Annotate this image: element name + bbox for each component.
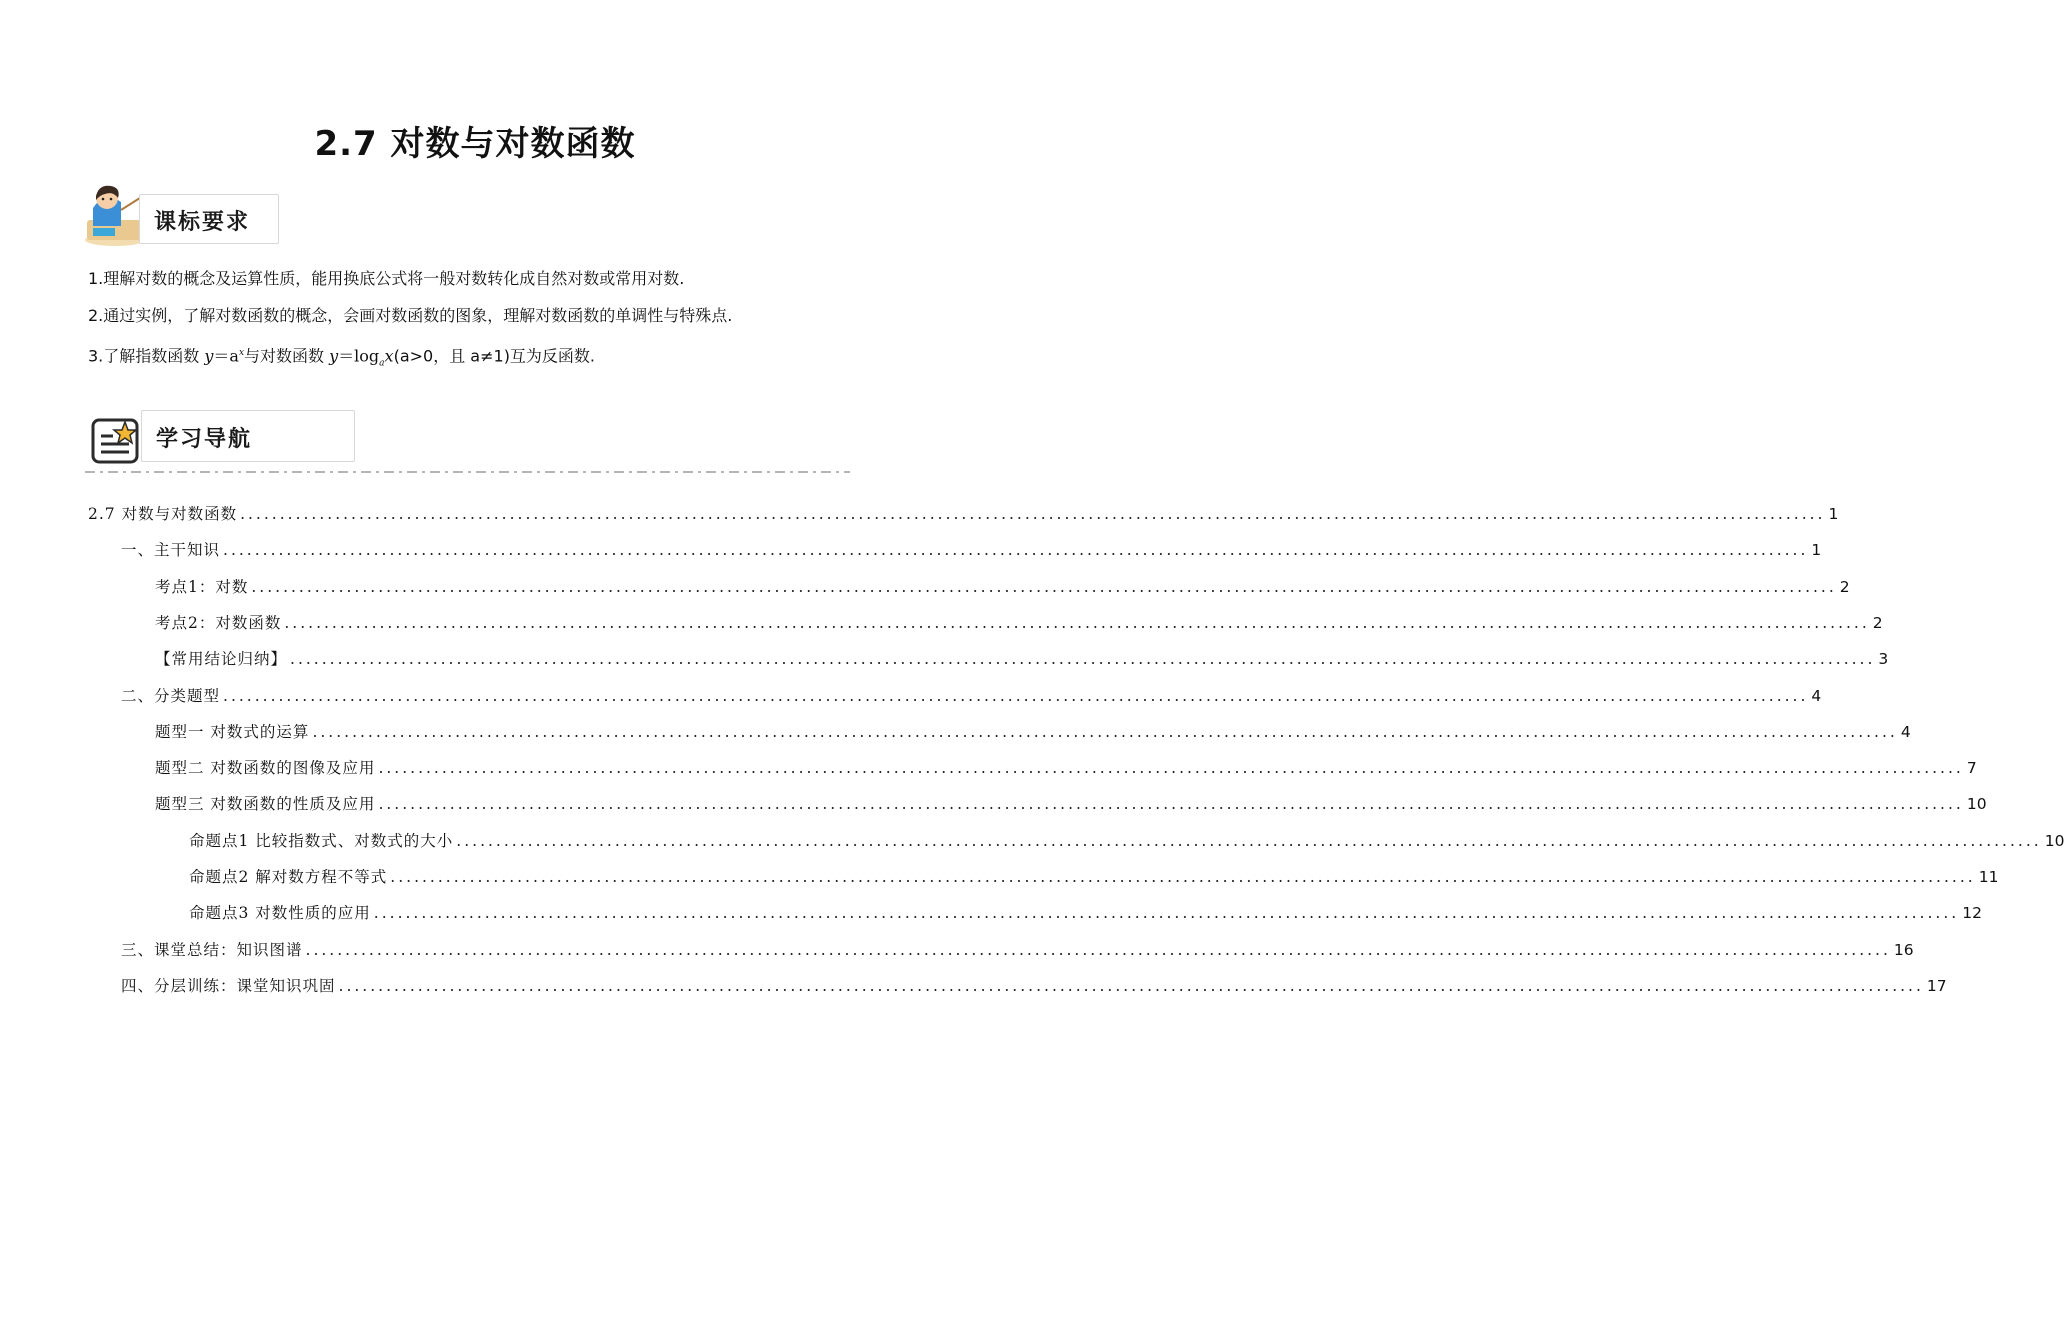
toc-leader-dots: ........................................................................................................................................................................................................ (223, 541, 1809, 560)
requirement-1: 1.理解对数的概念及运算性质，能用换底公式将一般对数转化成自然对数或常用对数. (88, 269, 685, 288)
toc-entry[interactable] (155, 575, 1850, 597)
section-label-standards: 课标要求 (154, 209, 251, 235)
toc-entry-title: 四、分层训练：课堂知识巩固 (121, 976, 336, 995)
toc-entry-page: 2 (1872, 613, 1883, 632)
toc-leader-dots: ........................................................................................................................................................................................................ (223, 686, 1809, 705)
toc-entry-page: 17 (1926, 976, 1947, 995)
toc-entry-title: 【常用结论归纳】 (155, 650, 288, 669)
toc-entry[interactable] (189, 829, 2064, 851)
toc-entry-title: 二、分类题型 (121, 686, 221, 705)
toc-entry-page: 11 (1978, 868, 1999, 886)
toc-entry-page: 12 (1962, 904, 1982, 923)
toc-entry-title: 2.7 对数与对数函数 (88, 505, 238, 523)
toc-entry-page: 7 (1966, 759, 1977, 778)
toc-entry[interactable] (155, 720, 1911, 742)
toc-entry-page: 1 (1811, 541, 1822, 560)
toc-leader-dots: ........................................................................................................................................................................................................ (284, 613, 1870, 632)
toc-leader-dots: ........................................................................................................................................................................................................ (338, 976, 1924, 995)
toc-entry-title: 命题点3 对数性质的应用 (189, 904, 371, 923)
toc-leader-dots: ........................................................................................................................................................................................................ (456, 831, 2042, 850)
toc-entry-title: 考点1：对数 (155, 577, 249, 596)
toc-leader-dots: ........................................................................................................................................................................................................ (373, 904, 1960, 923)
toc-leader-dots: ........................................................................................................................................................................................................ (305, 940, 1891, 959)
toc-entry-title: 题型一 对数式的运算 (155, 722, 310, 741)
toc-leader-dots: ........................................................................................................................................................................................................ (290, 650, 1876, 669)
toc-entry-page: 16 (1893, 940, 1914, 959)
toc-entry[interactable] (88, 502, 1839, 524)
toc-entry-page: 1 (1828, 505, 1839, 523)
toc-entry-title: 三、课堂总结：知识图谱 (121, 940, 303, 959)
toc-entry-page: 3 (1878, 650, 1889, 669)
toc-entry-title: 一、主干知识 (121, 541, 221, 560)
section-header-navigation (85, 408, 855, 478)
toc-entry-page: 10 (2044, 831, 2064, 850)
toc-leader-dots: ........................................................................................................................................................................................................ (251, 577, 1837, 596)
toc-entry[interactable] (155, 792, 1987, 814)
toc-entry-title: 命题点2 解对数方程不等式 (189, 868, 388, 886)
toc-entry[interactable] (189, 865, 1999, 887)
toc-entry[interactable] (121, 974, 1947, 996)
toc-leader-dots: ........................................................................................................................................................................................................ (240, 505, 1826, 523)
toc-entry-title: 题型二 对数函数的图像及应用 (155, 759, 376, 778)
toc-entry[interactable] (121, 938, 1914, 960)
toc-entry-page: 4 (1900, 722, 1911, 741)
toc-entry-page: 4 (1811, 686, 1822, 705)
toc-leader-dots: ........................................................................................................................................................................................................ (390, 868, 1976, 886)
requirement-3: 3.了解指数函数 $y=a^x$与对数函数 $y=\log_ax(a>0$，且 a≠1)互为反函数. (88, 346, 596, 369)
toc-entry-page: 10 (1966, 795, 1987, 814)
toc-entry[interactable] (121, 538, 1822, 560)
toc-leader-dots: ........................................................................................................................................................................................................ (378, 759, 1964, 778)
page-title: 2.7 对数与对数函数 (314, 124, 636, 164)
toc-entry[interactable] (155, 611, 1883, 633)
dashed-divider (85, 470, 850, 474)
toc-entry-page: 2 (1839, 577, 1850, 596)
toc-entry-title: 题型三 对数函数的性质及应用 (155, 795, 376, 814)
toc-entry-title: 命题点1 比较指数式、对数式的大小 (189, 831, 454, 850)
toc-entry[interactable] (189, 901, 1982, 923)
toc-entry[interactable] (155, 756, 1977, 778)
list-star-icon (89, 414, 145, 470)
section-header-standards (85, 182, 285, 246)
toc-leader-dots: ........................................................................................................................................................................................................ (378, 795, 1964, 814)
toc-entry[interactable] (155, 647, 1889, 669)
toc-leader-dots: ........................................................................................................................................................................................................ (312, 722, 1898, 741)
toc-entry-title: 考点2：对数函数 (155, 613, 282, 632)
requirement-2: 2.通过实例，了解对数函数的概念，会画对数函数的图象，理解对数函数的单调性与特殊点. (88, 306, 733, 325)
section-label-navigation: 学习导航 (156, 426, 253, 452)
toc-entry[interactable] (121, 684, 1822, 706)
